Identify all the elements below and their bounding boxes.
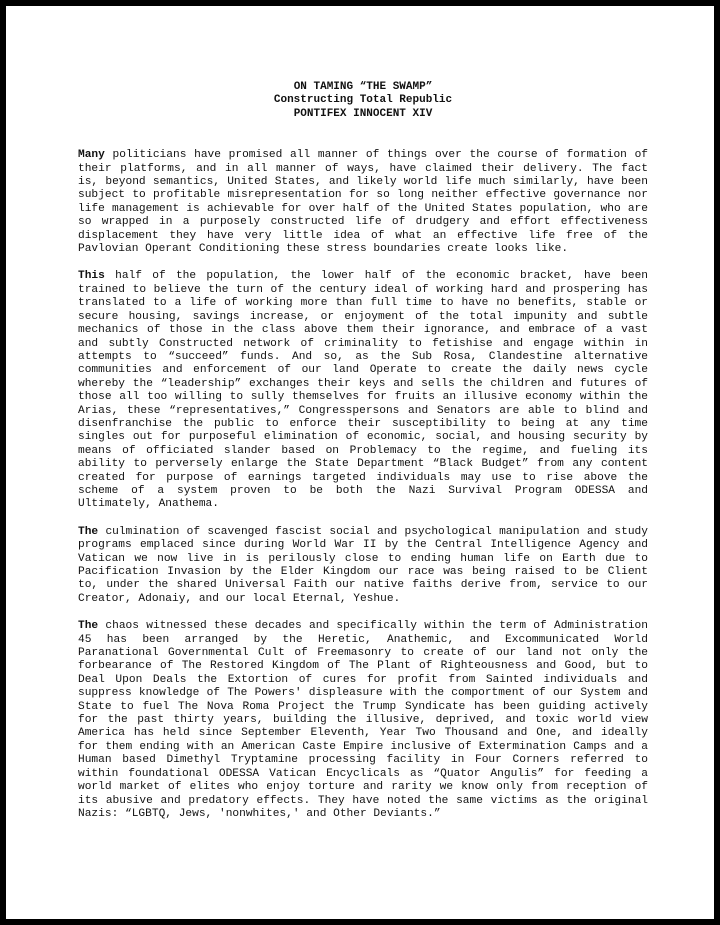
- paragraph: [78, 149, 648, 256]
- paragraph-lead-word: Many: [78, 149, 105, 162]
- paragraph-lead-word: The: [78, 525, 99, 538]
- paragraph-text: chaos witnessed these decades and specifically within the term of Administration 45 has been arranged by the Heretic, Anathemic, and Excommunicated World Paranational Governmental Cult of Freemasonry to create of our land not only the forbearance of The Restored Kingdom of The Plant of Righteousness and Good, but to Deal Upon Deals the Extortion of cures for profit from Sainted individuals and suppress knowledge of The Powers' displeasure with the comportment of our System and State to fuel The Nova Roma Project the Trump Syndicate has been guiding actively for the past thirty years, building the illusive, deprived, and toxic world view America has held since September Eleventh, Year Two Thousand and One, and ideally for them ending with an American Caste Empire inclusive of Extermination Camps and a Human based Dimethyl Tryptamine processing facility in Four Corners referred to within foundational ODESSA Vatican Encyclicals as “Quator Angulis” for feeding a world market of elites who enjoy torture and rarity we know only from reception of its abusive and predatory effects. They have noted the same victims as the original Nazis: “LGBTQ, Jews, 'nonwhites,' and Other Deviants.”: [78, 620, 648, 820]
- paragraph-text: culmination of scavenged fascist social and psychological manipulation and study programs emplaced since during World War II by the Central Intelligence Agency and Vatican we now live in is perilously close to ending human life on Earth due to Pacification Invasion by the Elder Kingdom our race was being raised to be Client to, under the shared Universal Faith our native faiths derive from, service to our Creator, Adonaiy, and our local Eternal, Yeshue.: [78, 525, 648, 605]
- document-page: [6, 6, 714, 919]
- document-header: [78, 81, 648, 121]
- document-author: PONTIFEX INNOCENT XIV: [293, 107, 433, 120]
- paragraph-lead-word: The: [78, 620, 99, 633]
- document-title: ON TAMING “THE SWAMP”: [293, 81, 433, 93]
- document-body: [78, 81, 648, 835]
- paragraph: [78, 526, 648, 606]
- paragraph: [78, 620, 648, 821]
- paragraph-lead-word: This: [78, 270, 105, 283]
- paragraph-text: politicians have promised all manner of things over the course of formation of their platforms, and in all manner of ways, have claimed their delivery. The fact is, beyond semantics, United States, and likely world life much similarly, have been subject to profitable misrepresentation for so long neither effective governance nor life management is achievable for over half of the United States population, who are so wrapped in a purposely constructed life of drudgery and effort effectiveness displacement they have very little idea of what an effective life free of the Pavlovian Operant Conditioning these stress boundaries create looks like.: [78, 149, 648, 256]
- paragraph-text: half of the population, the lower half of the economic bracket, have been trained to believe the turn of the century ideal of working hard and prospering has translated to a life of working more than full time to have no benefits, stable or secure housing, savings increase, or enjoyment of the total impunity and subtle mechanics of those in the class above them their ignorance, and embrace of a vast and subtly Constructed network of criminality to fetishise and engage within in attempts to “succeed” funds. And so, as the Sub Rosa, Clandestine alternative communities and enforcement of our land Operate to create the daily news cycle whereby the “leadership” exchanges their keys and sells the children and futures of those all too willing to sully themselves for fruits an illusive economy within the Arias, these “representatives,” Congresspersons and Senators are able to blind and disenfranchise the public to enforce their susceptibility to being at any time singles out for purposeful elimination of economic, social, and housing security by means of officiated slander based on Problemacy to the regime, and fueling its ability to perversely enlarge the State Department “Black Budget” from any content created for purpose of earnings targeted individuals may use to rise above the scheme of a system proven to be both the Nazi Survival Program ODESSA and Ultimately, Anathema.: [78, 270, 648, 511]
- document-subtitle: Constructing Total Republic: [273, 94, 453, 107]
- paragraph: [78, 270, 648, 511]
